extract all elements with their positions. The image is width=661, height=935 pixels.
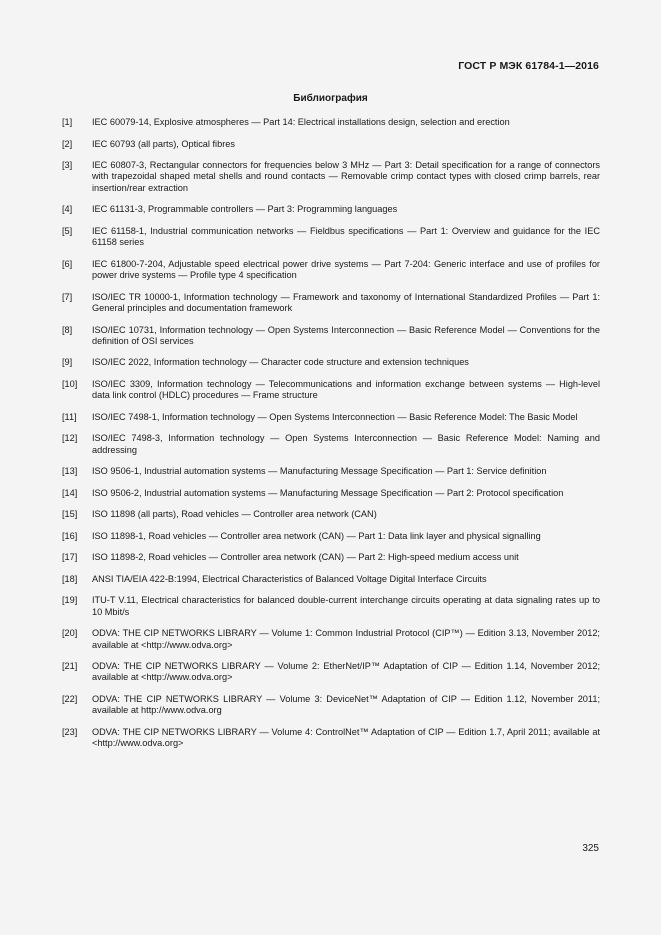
entry-number: [7] (62, 291, 73, 302)
bibliography-entry (62, 325, 600, 348)
bibliography-entry (62, 628, 600, 651)
entry-text: ODVA: THE CIP NETWORKS LIBRARY — Volume 3: DeviceNet™ Adaptation of CIP — Edition 1.12, November 2011; available at http://www.odva.org (92, 693, 600, 716)
entry-number: [15] (62, 509, 78, 520)
bibliography-entry (62, 412, 600, 423)
entry-number: [1] (62, 117, 73, 127)
entry-text: ISO 9506-1, Industrial automation systems — Manufacturing Message Specification — Part 1: Service definition (92, 466, 547, 477)
entry-text: ISO/IEC 10731, Information technology — Open Systems Interconnection — Basic Reference Model — Conventions for the definition of OSI services (92, 324, 600, 346)
entry-text: ODVA: THE CIP NETWORKS LIBRARY — Volume 2: EtherNet/IP™ Adaptation of CIP — Edition 1.14, November 2012; available at <http://www.odva.org> (92, 661, 600, 683)
entry-text: ISO 11898 (all parts), Road vehicles — Controller area network (CAN) (92, 509, 377, 520)
entry-number: [16] (62, 530, 78, 541)
bibliography-entry (62, 204, 600, 215)
entry-text: IEC 61800-7-204, Adjustable speed electrical power drive systems — Part 7-204: Generic interface and use of profiles for power drive systems — Profile type 4 specification (92, 258, 600, 281)
bibliography-list (62, 117, 600, 760)
entry-number: [9] (62, 357, 73, 368)
entry-text: ISO 11898-1, Road vehicles — Controller area network (CAN) — Part 1: Data link layer and physical signalling (92, 530, 541, 541)
entry-number: [12] (62, 433, 78, 444)
bibliography-entry (62, 139, 600, 150)
bibliography-entry (62, 595, 600, 618)
entry-number: [2] (62, 138, 73, 149)
standard-header: ГОСТ Р МЭК 61784-1—2016 (458, 60, 599, 72)
entry-number: [5] (62, 225, 73, 236)
entry-text: ISO/IEC 7498-3, Information technology — Open Systems Interconnection — Basic Reference Model: Naming and addressing (92, 433, 600, 455)
bibliography-entry (62, 574, 600, 585)
entry-text: IEC 60793 (all parts), Optical fibres (92, 138, 235, 149)
entry-text: IEC 61131-3, Programmable controllers — Part 3: Programming languages (92, 204, 398, 215)
entry-text: ISO/IEC 7498-1, Information technology — Open Systems Interconnection — Basic Reference Model: The Basic Model (92, 411, 578, 422)
bibliography-entry (62, 226, 600, 249)
entry-text: ISO/IEC 2022, Information technology — Character code structure and extension techniques (92, 357, 469, 368)
entry-text: ISO 9506-2, Industrial automation systems — Manufacturing Message Specification — Part 2: Protocol specification (92, 487, 564, 498)
entry-number: [21] (62, 661, 78, 672)
entry-number: [23] (62, 726, 78, 737)
bibliography-title: Библиография (293, 93, 368, 104)
entry-number: [3] (62, 160, 73, 170)
entry-text: ITU-T V.11, Electrical characteristics for balanced double-current interchange circuits operating at data signaling rates up to 10 Mbit/s (92, 595, 600, 617)
entry-number: [8] (62, 324, 73, 335)
entry-number: [11] (62, 411, 77, 422)
entry-number: [4] (62, 204, 73, 215)
bibliography-entry (62, 509, 600, 520)
entry-number: [18] (62, 573, 78, 584)
entry-text: IEC 60079-14, Explosive atmospheres — Part 14: Electrical installations design, selection and erection (92, 117, 510, 127)
bibliography-entry (62, 379, 600, 402)
bibliography-entry (62, 488, 600, 499)
entry-text: ISO 11898-2, Road vehicles — Controller area network (CAN) — Part 2: High-speed medium access unit (92, 552, 519, 563)
entry-text: IEC 61158-1, Industrial communication networks — Fieldbus specifications — Part 1: Overview and guidance for the IEC 61158 series (92, 225, 600, 248)
bibliography-entry (62, 160, 600, 194)
entry-number: [10] (62, 378, 78, 389)
entry-text: ODVA: THE CIP NETWORKS LIBRARY — Volume 4: ControlNet™ Adaptation of CIP — Edition 1.7, April 2011; available at <http://www.odva.org> (92, 726, 600, 749)
entry-text: ANSI TIA/EIA 422-B:1994, Electrical Characteristics of Balanced Voltage Digital Interface Circuits (92, 573, 487, 584)
entry-text: ODVA: THE CIP NETWORKS LIBRARY — Volume 1: Common Industrial Protocol (CIP™) — Edition 3.13, November 2012; available at <http://www.odva.org> (92, 628, 600, 650)
bibliography-entry (62, 531, 600, 542)
entry-text: ISO/IEC 3309, Information technology — Telecommunications and information exchange between systems — High-level data link control (HDLC) procedures — Frame structure (92, 378, 600, 401)
bibliography-entry (62, 259, 600, 282)
entry-text: ISO/IEC TR 10000-1, Information technology — Framework and taxonomy of International Standardized Profiles — Part 1: General principles and documentation framework (92, 291, 600, 314)
bibliography-entry (62, 357, 600, 368)
entry-text: IEC 60807-3, Rectangular connectors for frequencies below 3 MHz — Part 3: Detail specification for a range of connectors with trapezoidal shaped metal shells and round contacts — Removable crimp contact types with closed crimp barrels, rear insertion/rear extraction (92, 160, 600, 193)
entry-number: [14] (62, 487, 78, 498)
bibliography-entry (62, 466, 600, 477)
bibliography-entry (62, 433, 600, 456)
entry-number: [6] (62, 258, 73, 269)
page-number: 325 (582, 843, 599, 854)
entry-number: [17] (62, 552, 78, 563)
entry-number: [13] (62, 466, 78, 477)
entry-number: [19] (62, 595, 78, 606)
entry-number: [22] (62, 693, 78, 704)
bibliography-entry (62, 661, 600, 684)
entry-number: [20] (62, 628, 78, 639)
bibliography-entry (62, 727, 600, 750)
bibliography-entry (62, 292, 600, 315)
bibliography-entry (62, 117, 600, 128)
bibliography-entry (62, 694, 600, 717)
bibliography-entry (62, 552, 600, 563)
